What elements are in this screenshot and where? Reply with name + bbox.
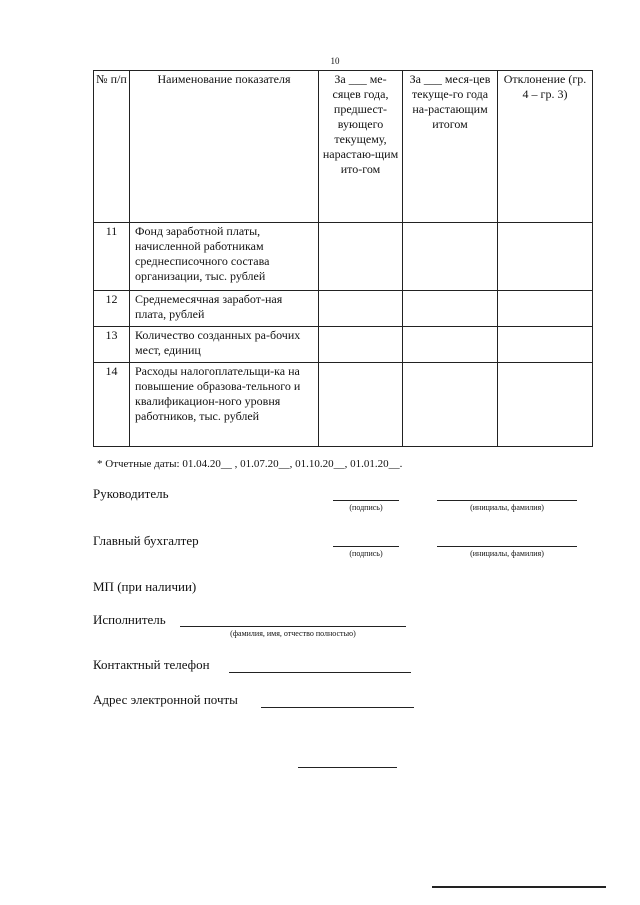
cell-previous-year[interactable] <box>319 291 403 327</box>
head-signature-line[interactable] <box>333 500 399 501</box>
row-number: 13 <box>94 327 130 363</box>
accountant-name-caption: (инициалы, фамилия) <box>470 549 544 558</box>
row-indicator-name: Фонд заработной платы, начисленной работникам среднесписочного состава организации, тыс. рублей <box>130 223 319 291</box>
head-signature-caption: (подпись) <box>349 503 383 512</box>
header-deviation: Отклонение (гр. 4 – гр. 3) <box>498 71 593 223</box>
header-current-year: За ___ меся-цев текуще-го года на-растающим итогом <box>403 71 498 223</box>
cell-deviation[interactable] <box>498 327 593 363</box>
phone-line[interactable] <box>229 672 411 673</box>
header-previous-year: За ___ ме-сяцев года, предшест-вующего текущему, нарастаю-щим ито-гом <box>319 71 403 223</box>
executor-name-line[interactable] <box>180 626 406 627</box>
table-row <box>94 291 593 327</box>
row-number: 12 <box>94 291 130 327</box>
executor-caption: (фамилия, имя, отчество полностью) <box>230 629 356 638</box>
cell-previous-year[interactable] <box>319 363 403 447</box>
report-table <box>93 70 593 447</box>
table-row <box>94 223 593 291</box>
bottom-rule <box>432 886 606 888</box>
email-line[interactable] <box>261 707 414 708</box>
cell-current-year[interactable] <box>403 291 498 327</box>
row-indicator-name: Расходы налогоплательщи-ка на повышение образова-тельного и квалификацион-ного уровня работников, тыс. рублей <box>130 363 319 447</box>
page-number: 10 <box>330 56 340 66</box>
header-number: № п/п <box>94 71 130 223</box>
table-header-row <box>94 71 593 223</box>
row-number: 14 <box>94 363 130 447</box>
row-indicator-name: Среднемесячная заработ-ная плата, рублей <box>130 291 319 327</box>
phone-label: Контактный телефон <box>93 657 210 672</box>
cell-current-year[interactable] <box>403 223 498 291</box>
cell-deviation[interactable] <box>498 291 593 327</box>
accountant-name-line[interactable] <box>437 546 577 547</box>
header-indicator-name: Наименование показателя <box>130 71 319 223</box>
reporting-dates-footnote: * Отчетные даты: 01.04.20__ , 01.07.20__, 01.10.20__, 01.01.20__. <box>97 458 403 470</box>
cell-current-year[interactable] <box>403 363 498 447</box>
chief-accountant-label: Главный бухгалтер <box>93 533 199 548</box>
table-row <box>94 327 593 363</box>
cell-current-year[interactable] <box>403 327 498 363</box>
row-indicator-name: Количество созданных ра-бочих мест, единиц <box>130 327 319 363</box>
stamp-label: МП (при наличии) <box>93 579 197 594</box>
cell-previous-year[interactable] <box>319 327 403 363</box>
row-number: 11 <box>94 223 130 291</box>
separator-line <box>298 767 397 768</box>
cell-deviation[interactable] <box>498 363 593 447</box>
head-name-caption: (инициалы, фамилия) <box>470 503 544 512</box>
table-row <box>94 363 593 447</box>
head-label: Руководитель <box>93 486 169 501</box>
cell-deviation[interactable] <box>498 223 593 291</box>
accountant-signature-line[interactable] <box>333 546 399 547</box>
executor-label: Исполнитель <box>93 612 166 627</box>
email-label: Адрес электронной почты <box>93 692 238 707</box>
accountant-signature-caption: (подпись) <box>349 549 383 558</box>
head-name-line[interactable] <box>437 500 577 501</box>
cell-previous-year[interactable] <box>319 223 403 291</box>
